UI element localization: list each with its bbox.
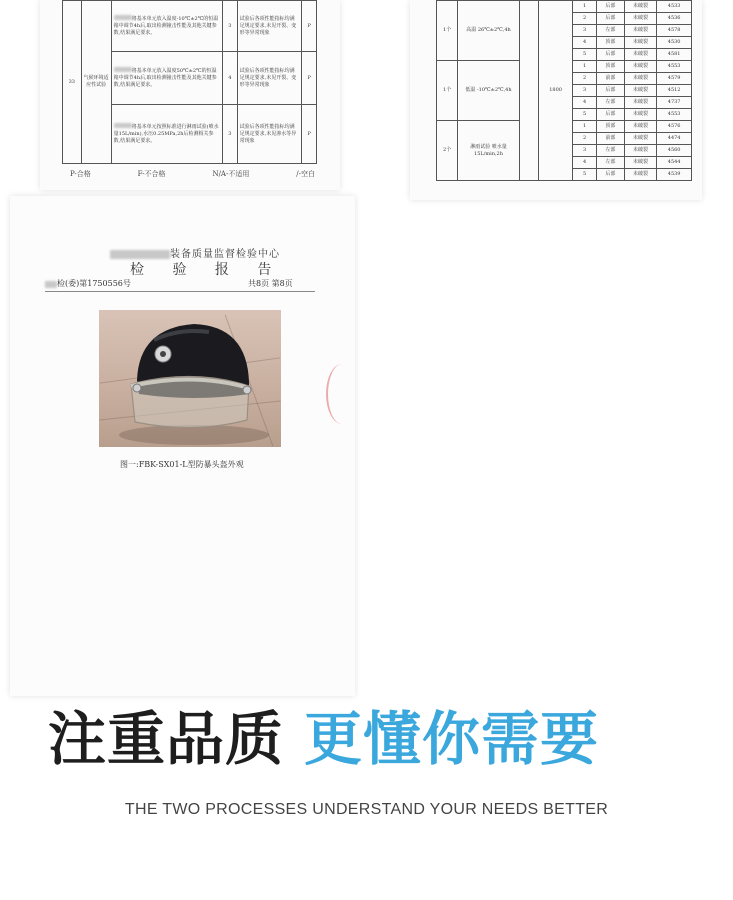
sample-no-cell: 5 — [573, 169, 596, 181]
sample-no-cell: 5 — [573, 109, 596, 121]
photo-caption: 图一:FBK-SX01-L型防暴头盔外观 — [120, 460, 244, 469]
value-cell: 4512 — [657, 85, 692, 97]
verdict-cell: P — [302, 52, 317, 105]
value-cell: 4536 — [657, 13, 692, 25]
sample-no-cell: 2 — [573, 13, 596, 25]
report-number: 检(委)第1750556号 — [57, 279, 131, 288]
position-cell: 后部 — [596, 169, 624, 181]
group-condition-cell: 低温 -10℃±2℃,4h — [458, 61, 520, 121]
row-number-cell: 33 — [63, 1, 82, 164]
state-cell: 未破裂 — [624, 37, 656, 49]
table-row — [437, 1, 692, 13]
item-name-cell: 气候环境适应性试验 — [81, 1, 111, 164]
value-cell: 4560 — [657, 145, 692, 157]
helmet-photo — [99, 310, 281, 447]
state-cell: 未破裂 — [624, 157, 656, 169]
position-cell: 后部 — [596, 109, 624, 121]
verdict-cell: P — [302, 1, 317, 52]
sample-no-cell: 5 — [573, 49, 596, 61]
count-cell: 3 — [223, 105, 238, 164]
value-cell: 4579 — [657, 73, 692, 85]
value-cell: 4553 — [657, 61, 692, 73]
sample-no-cell: 2 — [573, 73, 596, 85]
state-cell: 未破裂 — [624, 1, 656, 13]
slogan-part-quality: 注重品质 — [48, 705, 285, 773]
position-cell: 左部 — [596, 157, 624, 169]
position-cell: 左部 — [596, 25, 624, 37]
result-cell: 试验后各项性能指标均满足规定要求,未见开裂、变形等异常现象 — [237, 52, 302, 105]
legend-na: N/A-不适用 — [212, 170, 250, 178]
requirement-cell: 将基本单元按照标准进行淋雨试验(喷水量15L/min),水压0.25MPa,2h后检测相关参数,结果满足要求。 — [113, 124, 219, 144]
legend-fail: F-不合格 — [137, 170, 166, 178]
group-total-cell: 1800 — [538, 1, 573, 181]
test-report-page-a — [40, 0, 340, 190]
group-label-cell: 1个 — [437, 1, 458, 61]
sample-no-cell: 3 — [573, 25, 596, 37]
requirement-cell: 将基本单元放入温度-10℃±2℃的恒温箱中调节4h后,取出检测撞击性能及其他关键参数,结果满足要求。 — [113, 16, 219, 36]
sample-no-cell: 4 — [573, 157, 596, 169]
value-cell: 4578 — [657, 25, 692, 37]
state-cell: 未破裂 — [624, 109, 656, 121]
sample-no-cell: 1 — [573, 121, 596, 133]
redacted-ref-prefix — [45, 281, 57, 288]
sample-no-cell: 1 — [573, 61, 596, 73]
value-cell: 4576 — [657, 121, 692, 133]
slogan-part-needs: 更懂你需要 — [304, 705, 600, 773]
verdict-cell: P — [302, 105, 317, 164]
value-cell: 4544 — [657, 157, 692, 169]
slogan-headline — [48, 692, 599, 776]
group-condition-cell: 淋雨试验 喷水量15L/min,2h — [458, 121, 520, 181]
state-cell: 未破裂 — [624, 49, 656, 61]
sample-no-cell: 1 — [573, 1, 596, 13]
state-cell: 未破裂 — [624, 85, 656, 97]
legend-pass: P-合格 — [70, 170, 91, 178]
sample-no-cell: 3 — [573, 145, 596, 157]
position-cell: 后部 — [596, 85, 624, 97]
redacted-text — [114, 15, 132, 20]
value-cell: 4553 — [657, 109, 692, 121]
position-cell: 左部 — [596, 145, 624, 157]
position-cell: 顶部 — [596, 61, 624, 73]
state-cell: 未破裂 — [624, 61, 656, 73]
inspection-report-page — [10, 196, 355, 696]
test-report-page-b — [410, 0, 702, 200]
requirement-cell: 将基本单元放入温度50℃±2℃的恒温箱中调节4h后,取出检测撞击性能及其他关键参数,结果满足要求。 — [113, 68, 217, 88]
value-cell: 4581 — [657, 49, 692, 61]
position-cell: 后部 — [596, 49, 624, 61]
state-cell: 未破裂 — [624, 73, 656, 85]
result-cell: 试验后各项性能指标均满足规定要求,未见渗水等异常现象 — [237, 105, 302, 164]
state-cell: 未破裂 — [624, 97, 656, 109]
position-cell: 后部 — [596, 13, 624, 25]
position-cell: 前部 — [596, 133, 624, 145]
value-cell: 4533 — [657, 1, 692, 13]
position-cell: 后部 — [596, 1, 624, 13]
table-row — [63, 1, 317, 52]
header-divider — [45, 291, 315, 292]
sample-no-cell: 4 — [573, 97, 596, 109]
result-cell: 试验后各项性能指标均满足规定要求,未见开裂、变形等异常现象 — [237, 1, 302, 52]
report-a-table — [62, 0, 317, 164]
count-cell: 4 — [223, 52, 238, 105]
state-cell: 未破裂 — [624, 169, 656, 181]
sample-no-cell: 2 — [573, 133, 596, 145]
report-page-count: 共8页 第8页 — [248, 279, 293, 288]
redacted-text — [114, 123, 132, 128]
state-cell: 未破裂 — [624, 25, 656, 37]
red-seal-stamp — [326, 364, 358, 424]
sample-no-cell: 4 — [573, 37, 596, 49]
state-cell: 未破裂 — [624, 121, 656, 133]
verdict-legend — [70, 169, 315, 179]
slogan-subtitle: THE TWO PROCESSES UNDERSTAND YOUR NEEDS BETTER — [124, 801, 609, 818]
report-b-table — [436, 0, 692, 181]
group-label-cell: 1个 — [437, 61, 458, 121]
position-cell: 前部 — [596, 73, 624, 85]
legend-blank: /-空白 — [296, 170, 315, 178]
position-cell: 顶部 — [596, 121, 624, 133]
state-cell: 未破裂 — [624, 13, 656, 25]
state-cell: 未破裂 — [624, 133, 656, 145]
value-cell: 4474 — [657, 133, 692, 145]
report-title: 检 验 报 告 — [130, 262, 284, 278]
count-cell: 3 — [223, 1, 238, 52]
position-cell: 顶部 — [596, 37, 624, 49]
sample-no-cell: 3 — [573, 85, 596, 97]
group-label-cell: 2个 — [437, 121, 458, 181]
redacted-text — [114, 67, 132, 72]
state-cell: 未破裂 — [624, 145, 656, 157]
value-cell: 4539 — [657, 169, 692, 181]
helmet-illustration — [99, 310, 281, 447]
value-cell: 4530 — [657, 37, 692, 49]
group-condition-cell: 高温 26℃±2℃,4h — [458, 1, 520, 61]
redacted-org-prefix — [110, 250, 170, 259]
position-cell: 左部 — [596, 97, 624, 109]
report-organization: 装备质量监督检验中心 — [170, 249, 280, 260]
value-cell: 4737 — [657, 97, 692, 109]
